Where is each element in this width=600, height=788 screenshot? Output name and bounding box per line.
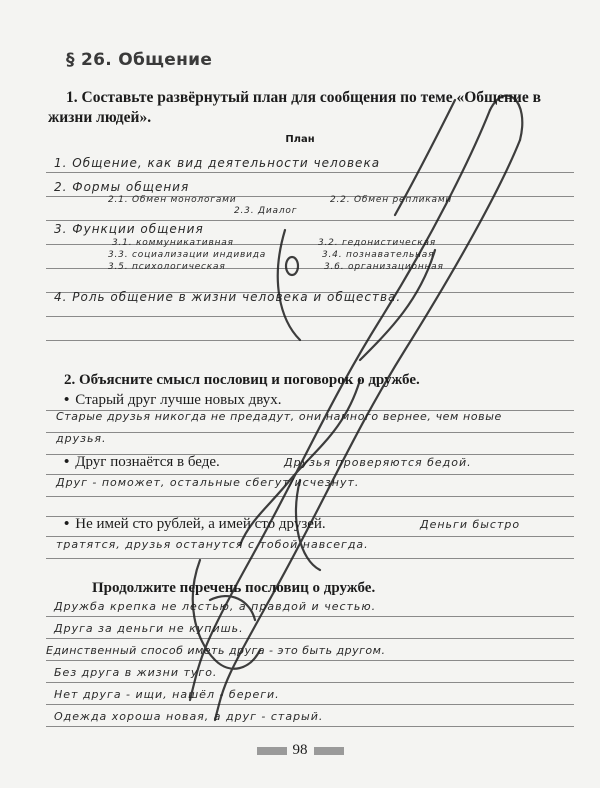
handwritten-line: 2. Формы общения [54,180,190,194]
handwritten-proverb: Дружба крепка не лестью, а правдой и честью. [54,600,377,613]
page-footer [0,742,600,759]
plan-caption: План [285,134,315,145]
section-title: § 26. Общение [66,50,213,70]
handwritten-line: 3. Функции общения [54,222,204,236]
task3-title: Продолжите перечень пословиц о дружбе. [92,580,376,596]
handwritten-line: 1. Общение, как вид деятельности человека [54,156,381,170]
page-number: 98 [292,742,308,758]
bullet: • [64,516,70,532]
handwritten-line: 3.3. социализации индивида [108,250,267,260]
footer-bar-right [314,747,344,755]
task2-title: 2. Объясните смысл пословиц и поговорок о дружбе. [64,372,420,388]
handwritten-answer: Старые друзья никогда не предадут, они намного вернее, чем новые [56,410,502,423]
handwritten-answer: Деньги быстро [420,518,521,531]
handwritten-line: 3.2. гедонистическая [318,238,436,248]
bullet: • [64,392,70,408]
footer-bar-left [257,747,287,755]
handwritten-line: 4. Роль общение в жизни человека и общества. [54,290,402,304]
bullet: • [64,454,70,470]
handwritten-proverb: Друга за деньги не купишь. [54,622,244,635]
handwritten-answer: тратятся, друзья останутся с тобой навсегда. [56,538,369,551]
handwritten-line: 3.5. психологическая [108,262,226,272]
handwritten-answer: Друзья проверяются бедой. [284,456,472,469]
proverb-text: Старый друг лучше новых двух. [75,392,282,408]
handwritten-line: 3.6. организационная [324,262,444,272]
handwritten-line: 2.1. Обмен монологами [108,195,237,205]
handwritten-line: 3.4. познавательная [322,250,435,260]
handwritten-line: 2.3. Диалог [234,206,298,216]
handwritten-answer: друзья. [56,432,107,445]
handwritten-answer: Друг - поможет, остальные сбегут/исчезнут. [56,476,360,489]
handwritten-line: 3.1. коммуникативная [112,238,234,248]
handwritten-proverb: Без друга в жизни туго. [54,666,218,679]
handwritten-proverb: Нет друга - ищи, нашёл - береги. [54,688,280,701]
handwritten-line: 2.2. Обмен репликами [330,195,453,205]
proverb-text: Не имей сто рублей, а имей сто друзей. [75,516,326,532]
proverb-text: Друг познаётся в беде. [75,454,220,470]
handwritten-proverb: Единственный способ иметь друга - это быть другом. [46,644,386,657]
handwritten-proverb: Одежда хороша новая, а друг - старый. [54,710,324,723]
task1-title: 1. Составьте развёрнутый план для сообщения по теме «Общение в жизни людей». [48,89,541,126]
